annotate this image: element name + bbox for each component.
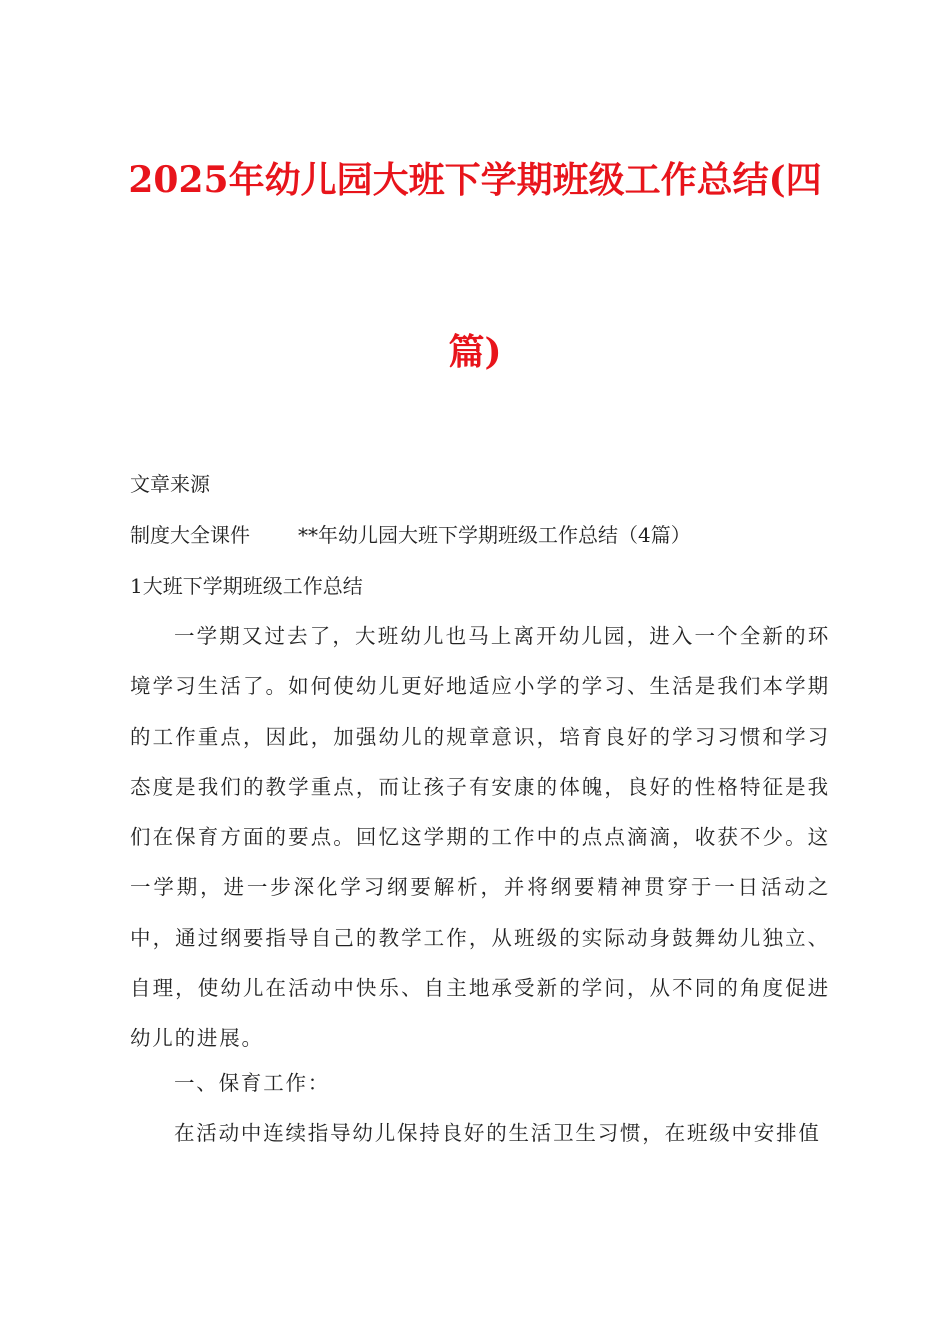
body-paragraph-start: 在活动中连续指导幼儿保持良好的生活卫生习惯，在班级中安排值 (174, 1121, 821, 1145)
source-info-row (130, 521, 691, 549)
body-paragraph: 一学期又过去了，大班幼儿也马上离开幼儿园，进入一个全新的环境学习生活了。如何使幼儿更好地适应小学的学习、生活是我们本学期的工作重点，因此，加强幼儿的规章意识，培育良好的学习习惯和学习态度是我们的教学重点，而让孩子有安康的体魄，良好的性格特征是我们在保育方面的要点。回忆这学期的工作中的点点滴滴，收获不少。这一学期，进一步深化学习纲要解析，并将纲要精神贯穿于一日活动之中，通过纲要指导自己的教学工作，从班级的实际动身鼓舞幼儿独立、自理，使幼儿在活动中快乐、自主地承受新的学问，从不同的角度促进幼儿的进展。 (130, 624, 830, 1051)
section-title: 1大班下学期班级工作总结 (130, 574, 363, 598)
sub-heading: 一、保育工作： (174, 1071, 331, 1095)
source-site-name: 制度大全课件 (130, 523, 250, 547)
document-title-line-1: 2025年幼儿园大班下学期班级工作总结(四 (128, 159, 822, 201)
source-label: 文章来源 (130, 472, 210, 496)
document-title-line-2: 篇) (448, 331, 502, 373)
source-article-title: **年幼儿园大班下学期班级工作总结（4篇） (298, 523, 691, 547)
